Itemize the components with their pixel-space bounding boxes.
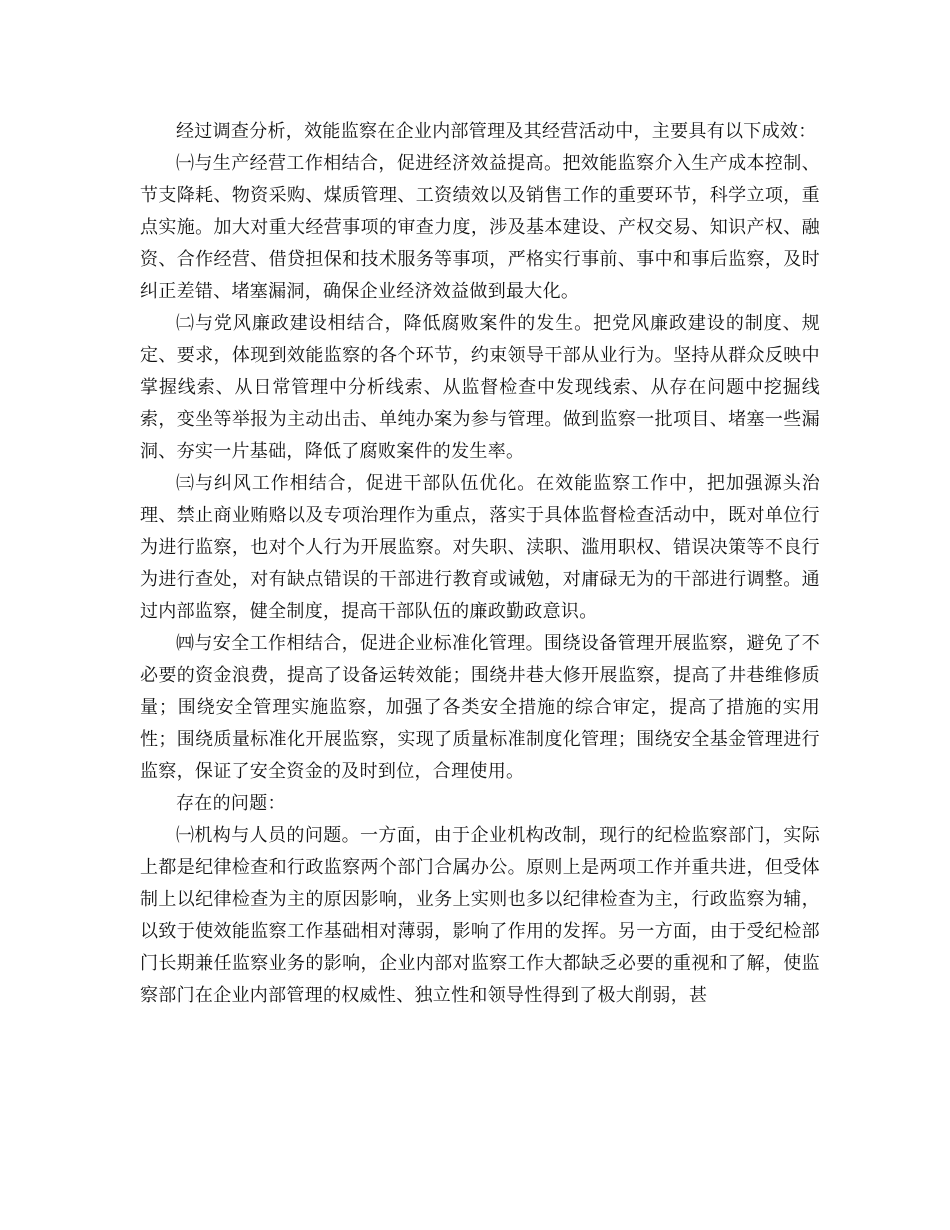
paragraph-item-4: ㈣与安全工作相结合，促进企业标准化管理。围绕设备管理开展监察，避免了不必要的资金浪费，提高了设备运转效能；围绕井巷大修开展监察，提高了井巷维修质量；围绕安全管理实施监察，加强了各类安全措施的综合审定，提高了措施的实用性；围绕质量标准化开展监察，实现了质量标准制度化管理；围绕安全基金管理进行监察，保证了安全资金的及时到位，合理使用。	[140, 633, 820, 782]
document-body	[140, 116, 820, 1012]
paragraph-item-2: ㈡与党风廉政建设相结合，降低腐败案件的发生。把党风廉政建设的制度、规定、要求，体现到效能监察的各个环节，约束领导干部从业行为。坚持从群众反映中掌握线索、从日常管理中分析线索、从监督检查中发现线索、从存在问题中挖掘线索，变坐等举报为主动出击、单纯办案为参与管理。做到监察一批项目、堵塞一些漏洞、夯实一片基础，降低了腐败案件的发生率。	[140, 313, 820, 462]
paragraph-intro: 经过调查分析，效能监察在企业内部管理及其经营活动中，主要具有以下成效：	[176, 121, 817, 142]
paragraph-problems-heading: 存在的问题：	[176, 793, 286, 814]
paragraph-item-1: ㈠与生产经营工作相结合，促进经济效益提高。把效能监察介入生产成本控制、节支降耗、物资采购、煤质管理、工资绩效以及销售工作的重要环节，科学立项，重点实施。加大对重大经营事项的审查力度，涉及基本建设、产权交易、知识产权、融资、合作经营、借贷担保和技术服务等事项，严格实行事前、事中和事后监察，及时纠正差错、堵塞漏洞，确保企业经济效益做到最大化。	[140, 153, 820, 302]
paragraph-item-3: ㈢与纠风工作相结合，促进干部队伍优化。在效能监察工作中，把加强源头治理、禁止商业贿赂以及专项治理作为重点，落实于具体监督检查活动中，既对单位行为进行监察，也对个人行为开展监察。对失职、渎职、滥用职权、错误决策等不良行为进行查处，对有缺点错误的干部进行教育或诫勉，对庸碌无为的干部进行调整。通过内部监察，健全制度，提高干部队伍的廉政勤政意识。	[140, 473, 820, 622]
paragraph-problem-1: ㈠机构与人员的问题。一方面，由于企业机构改制，现行的纪检监察部门，实际上都是纪律检查和行政监察两个部门合属办公。原则上是两项工作并重共进，但受体制上以纪律检查为主的原因影响，业务上实则也多以纪律检查为主，行政监察为辅，以致于使效能监察工作基础相对薄弱，影响了作用的发挥。另一方面，由于受纪检部门长期兼任监察业务的影响，企业内部对监察工作大都缺乏必要的重视和了解，使监察部门在企业内部管理的权威性、独立性和领导性得到了极大削弱，甚	[140, 825, 820, 1006]
